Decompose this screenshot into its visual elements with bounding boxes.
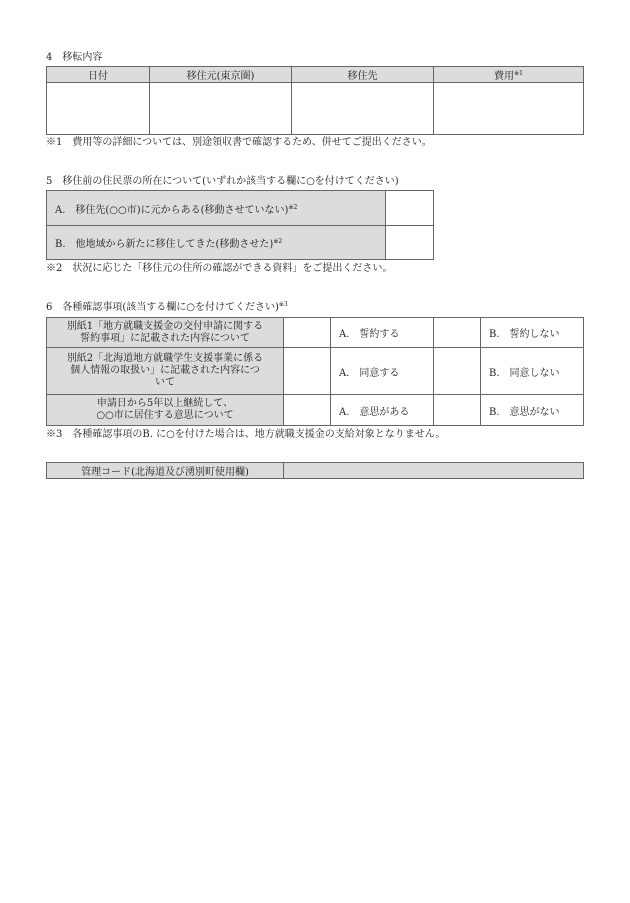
section6-heading: 6 各種確認事項(該当する欄に○を付けてください)$^{※3}$ [46, 301, 288, 313]
privacy-option-a: A. 同意する [331, 348, 434, 395]
privacy-option-b: B. 同意しない [481, 348, 584, 395]
section4-heading: 4 移転内容 [46, 52, 103, 63]
residence-option-b: B. 他地域から新たに移住してきた(移動させた)$^{※2}$ [47, 226, 386, 260]
management-code-field[interactable] [284, 463, 584, 479]
intent-b-check[interactable] [434, 395, 481, 426]
origin-field[interactable] [150, 83, 292, 135]
note-2: ※2 状況に応じた「移住元の住所の確認ができる資料」をご提出ください。 [46, 263, 393, 274]
destination-field[interactable] [292, 83, 434, 135]
col-cost: 費用$^{※1}$ [434, 67, 584, 83]
management-code-label: 管理コード(北海道及び湧別町使用欄) [47, 463, 284, 479]
intent-option-b: B. 意思がない [481, 395, 584, 426]
residence-option-b-check[interactable] [386, 226, 434, 260]
privacy-b-check[interactable] [434, 348, 481, 395]
residence-option-a: A. 移住先(○○市)に元からある(移動させていない)$^{※2}$ [47, 191, 386, 226]
residence-table [46, 190, 434, 260]
intent-option-a: A. 意思がある [331, 395, 434, 426]
confirm-item-privacy: 別紙2「北海道地方就職学生支援事業に係る 個人情報の取扱い」に記載された内容につ いて [47, 348, 284, 395]
section5-heading: 5 移住前の住民票の所在について(いずれか該当する欄に○を付けてください) [46, 176, 399, 187]
date-field[interactable] [47, 83, 150, 135]
pledge-option-a: A. 誓約する [331, 318, 434, 348]
residence-option-a-check[interactable] [386, 191, 434, 226]
pledge-b-check[interactable] [434, 318, 481, 348]
col-origin: 移住元(東京圏) [150, 67, 292, 83]
confirmation-table [46, 317, 584, 426]
cost-field[interactable] [434, 83, 584, 135]
col-date: 日付 [47, 67, 150, 83]
pledge-option-b: B. 誓約しない [481, 318, 584, 348]
note-3: ※3 各種確認事項のB. に○を付けた場合は、地方就職支援金の支給対象となりません。 [46, 429, 446, 440]
privacy-a-check[interactable] [284, 348, 331, 395]
note-1: ※1 費用等の詳細については、別途領収書で確認するため、併せてご提出ください。 [46, 137, 432, 148]
pledge-a-check[interactable] [284, 318, 331, 348]
confirm-item-residence-intent: 申請日から5年以上継続して、 ○○市に居住する意思について [47, 395, 284, 426]
confirm-item-pledge: 別紙1「地方就職支援金の交付申請に関する 誓約事項」に記載された内容について [47, 318, 284, 348]
intent-a-check[interactable] [284, 395, 331, 426]
transfer-table [46, 66, 584, 135]
management-code-table [46, 462, 584, 479]
col-destination: 移住先 [292, 67, 434, 83]
